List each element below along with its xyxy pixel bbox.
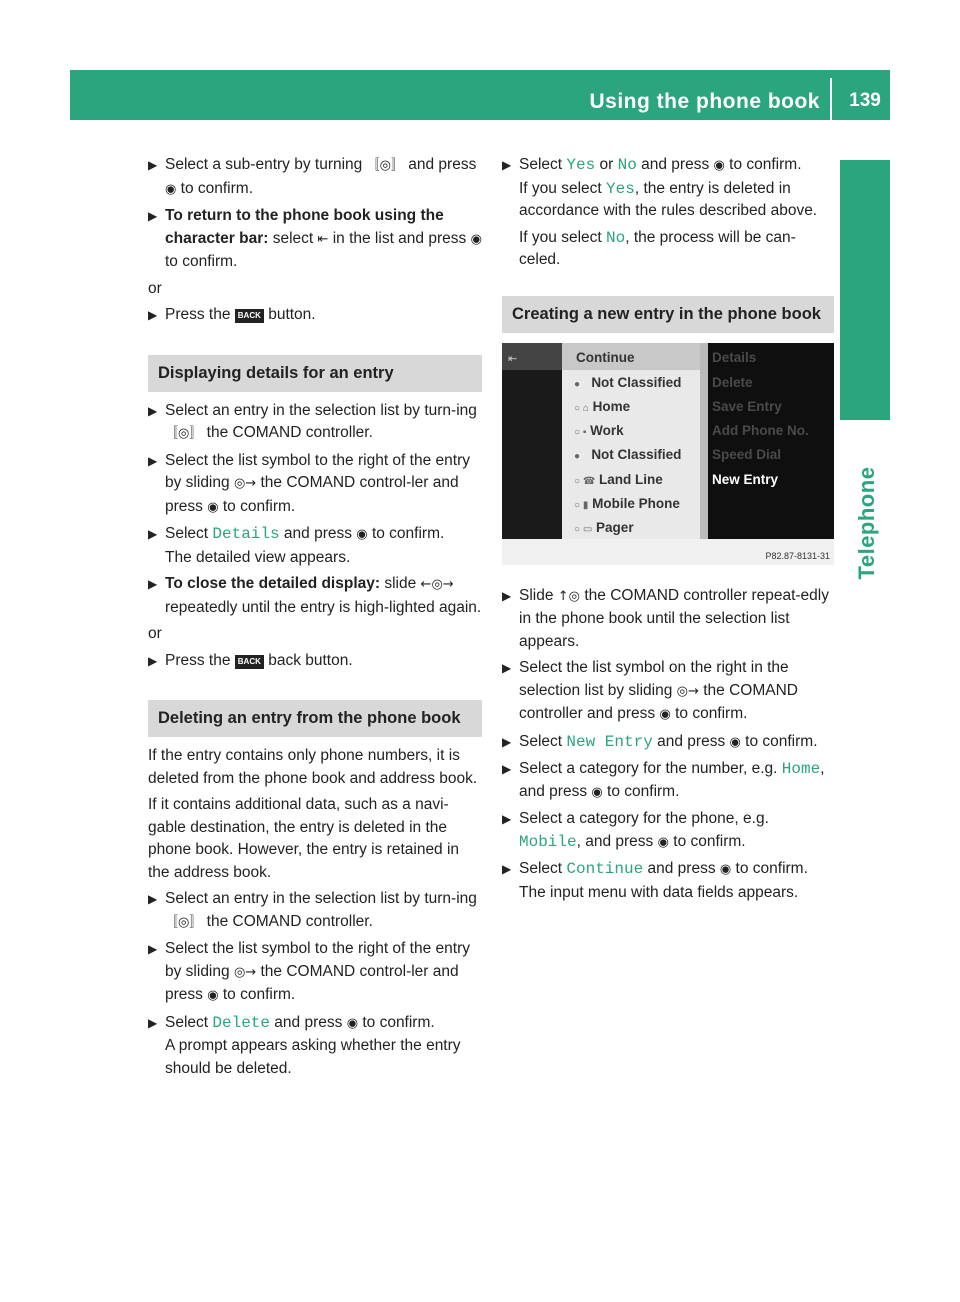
- or-text: or: [148, 279, 162, 297]
- step: ▶ Press the BACK button.: [148, 304, 482, 327]
- menu-item-ref: New Entry: [566, 732, 653, 751]
- step-marker-icon: ▶: [502, 862, 512, 876]
- step-marker-icon: ▶: [502, 588, 512, 603]
- menu-item-ref: Delete: [212, 1013, 270, 1032]
- menu-item-ref: Home: [781, 760, 821, 778]
- step-marker-icon: ▶: [148, 158, 158, 172]
- controller-slide-up-icon: ↑◎: [557, 588, 581, 604]
- page-title: Using the phone book: [589, 90, 820, 113]
- controller-press-icon: ◉: [713, 158, 725, 173]
- step: ▶ Slide ↑◎ the COMAND controller repeat-edly in the phone book until the selection list appears.: [502, 586, 829, 650]
- controller-press-icon: ◉: [346, 1015, 359, 1031]
- back-arrow-icon: ⇤: [508, 352, 518, 365]
- step: ▶ Select an entry in the selection list by turn-ing 〚◎〛 the COMAND controller.: [148, 401, 477, 441]
- step: ▶ To return to the phone book using the character bar: select ⇤ in the list and press ◉ to confirm.: [148, 207, 482, 270]
- menu-item-ref: Mobile: [519, 832, 577, 851]
- controller-press-icon: ◉: [591, 784, 603, 800]
- step-marker-icon: ▶: [148, 942, 158, 956]
- step-marker-icon: ▶: [502, 158, 512, 172]
- menu-item-ref: Yes: [606, 179, 635, 198]
- side-tab-block: [840, 160, 890, 420]
- list-item[interactable]: ○ ▭ Pager: [574, 519, 634, 535]
- step-marker-icon: ▶: [148, 892, 158, 906]
- back-button-icon: BACK: [235, 309, 264, 323]
- controller-press-icon: ◉: [207, 499, 219, 515]
- step: ▶ Select an entry in the selection list by turn-ing 〚◎〛 the COMAND controller.: [148, 890, 477, 930]
- step: ▶ Select the list symbol to the right of the entry by sliding ◎→ the COMAND control-ler and press ◉ to confirm.: [148, 940, 470, 1003]
- step: ▶ Select a sub-entry by turning 〚◎〛 and press ◉ to confirm.: [148, 156, 477, 197]
- step: ▶ Select Delete and press ◉ to confirm. A prompt appears asking whether the entry should be deleted.: [148, 1013, 461, 1077]
- step-marker-icon: ▶: [148, 209, 158, 223]
- paragraph: If it contains additional data, such as a navi-gable destination, the entry is deleted in the phone book. However, the entry is retained in the address book.: [148, 796, 460, 881]
- page-number: 139: [849, 90, 881, 111]
- section-heading: Creating a new entry in the phone book: [502, 296, 834, 333]
- step-marker-icon: ▶: [148, 308, 158, 322]
- step-marker-icon: ▶: [502, 661, 512, 675]
- step: ▶ Select New Entry and press ◉ to confirm.: [502, 731, 834, 755]
- side-tab: [840, 160, 890, 580]
- section-heading: Deleting an entry from the phone book: [148, 700, 482, 737]
- menu-item-ref: Continue: [566, 860, 644, 878]
- controller-press-icon: ◉: [165, 181, 177, 197]
- list-item[interactable]: ○ ▮ Mobile Phone: [574, 495, 680, 511]
- side-tab-label: Telephone: [854, 466, 879, 580]
- scrollbar[interactable]: [700, 343, 708, 539]
- step-marker-icon: ▶: [502, 812, 512, 826]
- menu-item-ref: No: [617, 156, 637, 174]
- step-marker-icon: ▶: [148, 653, 158, 668]
- menu-item-new-entry[interactable]: New Entry: [712, 471, 779, 487]
- paragraph: If the entry contains only phone numbers, it is deleted from the phone book and address book.: [148, 747, 478, 787]
- controller-slide-icon: ◎→: [676, 683, 699, 699]
- menu-item-ref: Details: [212, 525, 280, 543]
- list-item[interactable]: ○ ☎ Land Line: [574, 471, 663, 487]
- left-column: [148, 154, 482, 1084]
- controller-turn-icon: 〚◎〛: [366, 158, 404, 173]
- step-marker-icon: ▶: [148, 1015, 158, 1030]
- controller-slide-icon: ◎→: [233, 964, 257, 980]
- menu-item-ref: Yes: [566, 156, 596, 174]
- step: ▶ Select a category for the number, e.g. Home, and press ◉ to confirm.: [502, 760, 825, 800]
- step: ▶ Press the BACK back button.: [148, 650, 482, 673]
- step-marker-icon: ▶: [148, 403, 158, 418]
- options-menu: [708, 343, 834, 539]
- controller-press-icon: ◉: [719, 862, 732, 877]
- menu-item[interactable]: Save Entry: [712, 398, 782, 414]
- controller-press-icon: ◉: [207, 988, 219, 1003]
- list-item[interactable]: ● Not Classified: [574, 446, 682, 462]
- step-marker-icon: ▶: [148, 577, 158, 591]
- step-marker-icon: ▶: [148, 527, 158, 541]
- controller-slide-icon: ◎→: [233, 476, 257, 491]
- list-item[interactable]: ○ ▪ Work: [574, 422, 624, 438]
- figure-code: P82.87-8131-31: [765, 550, 830, 561]
- controller-slide-icon: ←◎→: [420, 577, 454, 592]
- list-item[interactable]: ● Not Classified: [574, 374, 682, 390]
- menu-item[interactable]: Delete: [712, 374, 753, 390]
- step: ▶ Select a category for the phone, e.g. Mobile, and press ◉ to confirm.: [502, 810, 769, 851]
- controller-press-icon: ◉: [657, 834, 669, 850]
- controller-press-icon: ◉: [356, 527, 368, 542]
- section-heading: Displaying details for an entry: [148, 355, 482, 392]
- step: ▶ Select the list symbol on the right in the selection list by sliding ◎→ the COMAND controller and press ◉ to confirm.: [502, 659, 798, 722]
- character-bar-icon: ⇤: [317, 231, 329, 247]
- controller-turn-icon: 〚◎〛: [165, 426, 203, 441]
- step: ▶ Select the list symbol to the right of the entry by sliding ◎→ the COMAND control-ler and press ◉ to confirm.: [148, 451, 470, 515]
- step: ▶ Select Yes or No and press ◉ to confirm. If you select Yes, the entry is deleted in accordance with the rules described above. If you select No, the process will be can-celed.: [502, 156, 818, 268]
- controller-press-icon: ◉: [470, 231, 482, 247]
- right-column: [502, 154, 834, 908]
- step: ▶ Select Details and press ◉ to confirm. The detailed view appears.: [148, 525, 445, 566]
- step-marker-icon: ▶: [502, 762, 512, 776]
- list-item[interactable]: ○ ⌂ Home: [574, 398, 631, 414]
- comand-screenshot: [502, 343, 834, 565]
- controller-turn-icon: 〚◎〛: [165, 914, 203, 930]
- step: ▶ Select Continue and press ◉ to confirm. The input menu with data fields appears.: [502, 860, 808, 901]
- header-divider: [830, 78, 832, 120]
- menu-item[interactable]: Speed Dial: [712, 446, 782, 462]
- list-item-continue[interactable]: Continue: [576, 349, 635, 365]
- step-marker-icon: ▶: [502, 734, 512, 749]
- step: ▶ To close the detailed display: slide ←◎→ repeatedly until the entry is high-lighted again.: [148, 575, 482, 616]
- back-button-icon: BACK: [235, 655, 264, 669]
- step-marker-icon: ▶: [148, 453, 158, 468]
- menu-item-ref: No: [606, 228, 626, 247]
- controller-press-icon: ◉: [729, 734, 741, 750]
- phone-book-list: [562, 343, 700, 539]
- menu-item[interactable]: Details: [712, 349, 757, 365]
- page-header: [70, 70, 890, 120]
- menu-item[interactable]: Add Phone No.: [712, 422, 809, 438]
- controller-press-icon: ◉: [659, 707, 671, 722]
- or-text: or: [148, 625, 162, 642]
